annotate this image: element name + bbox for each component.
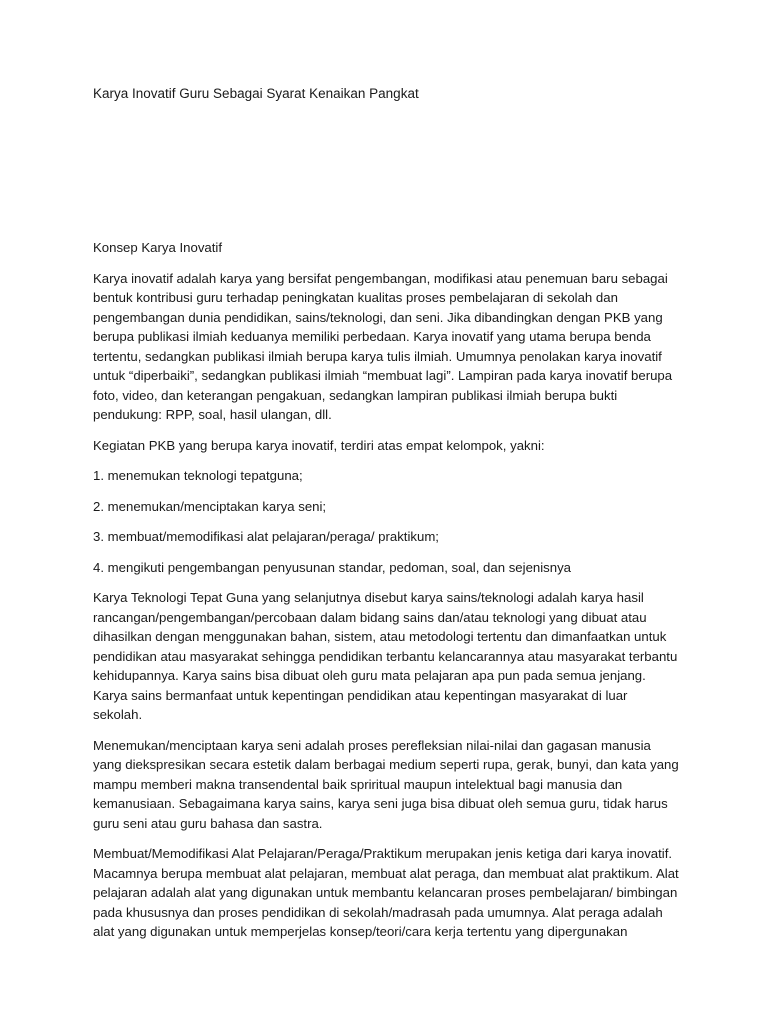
- list-item: 4. mengikuti pengembangan penyusunan standar, pedoman, soal, dan sejenisnya: [93, 559, 572, 575]
- list-item: 3. membuat/memodifikasi alat pelajaran/peraga/ praktikum;: [93, 529, 439, 544]
- document-title: Karya Inovatif Guru Sebagai Syarat Kenaikan Pangkat: [93, 86, 419, 101]
- document-body: [93, 238, 679, 953]
- paragraph-pkb-groups: Kegiatan PKB yang berupa karya inovatif, terdiri atas empat kelompok, yakni:: [93, 437, 545, 453]
- paragraph-art: Menemukan/menciptaan karya seni adalah proses perefleksian nilai-nilai dan gagasan manusia yang diekspresikan secara estetik dalam berbagai medium seperti rupa, gerak, bunyi, dan kata yang mampu memberi makna transendental baik spriritual maupun intelektual bagi manusia dan kemanusiaan. Sebagaimana karya sains, karya seni juga bisa dibuat oleh semua guru, tidak harus guru seni atau guru bahasa dan sastra.: [93, 737, 679, 831]
- list-item: 2. menemukan/menciptakan karya seni;: [93, 498, 327, 514]
- list-item: 1. menemukan teknologi tepatguna;: [93, 468, 303, 483]
- paragraph-tech: Karya Teknologi Tepat Guna yang selanjutnya disebut karya sains/teknologi adalah karya hasil rancangan/pengembangan/percobaan dalam bidang sains dan/atau teknologi yang dibuat atau dihasilkan dengan menggunakan bahan, sistem, atau metodologi tertentu dan dimanfaatkan untuk pendidikan atau masyarakat sehingga pendidikan terbantu kelancarannya atau masyarakat terbantu kehidupannya. Karya sains bisa dibuat oleh guru mata pelajaran apa pun pada semua jenjang. Karya sains bermanfaat untuk kepentingan pendidikan atau kepentingan masyarakat di luar sekolah.: [93, 590, 678, 722]
- paragraph-concept: Karya inovatif adalah karya yang bersifat pengembangan, modifikasi atau penemuan baru sebagai bentuk kontribusi guru terhadap peningkatan kualitas proses pembelajaran di sekolah dan pengembangan dunia pendidikan, sains/teknologi, dan seni. Jika dibandingkan dengan PKB yang berupa publikasi ilmiah keduanya memiliki perbedaan. Karya inovatif yang utama berupa benda tertentu, sedangkan publikasi ilmiah berupa karya tulis ilmiah. Umumnya penolakan karya inovatif untuk “diperbaiki”, sedangkan publikasi ilmiah “membuat lagi”. Lampiran pada karya inovatif berupa foto, video, dan keterangan pengakuan, sedangkan lampiran publikasi ilmiah berupa bukti pendukung: RPP, soal, hasil ulangan, dll.: [93, 270, 673, 422]
- paragraph-tools: Membuat/Memodifikasi Alat Pelajaran/Peraga/Praktikum merupakan jenis ketiga dari karya inovatif. Macamnya berupa membuat alat pelajaran, membuat alat peraga, dan membuat alat praktikum. Alat pelajaran adalah alat yang digunakan untuk membantu kelancaran proses pembelajaran/ bimbingan pada khususnya dan proses pendidikan di sekolah/madrasah pada umumnya. Alat peraga adalah alat yang digunakan untuk memperjelas konsep/teori/cara kerja tertentu yang dipergunakan: [93, 846, 679, 939]
- section-heading: Konsep Karya Inovatif: [93, 240, 223, 255]
